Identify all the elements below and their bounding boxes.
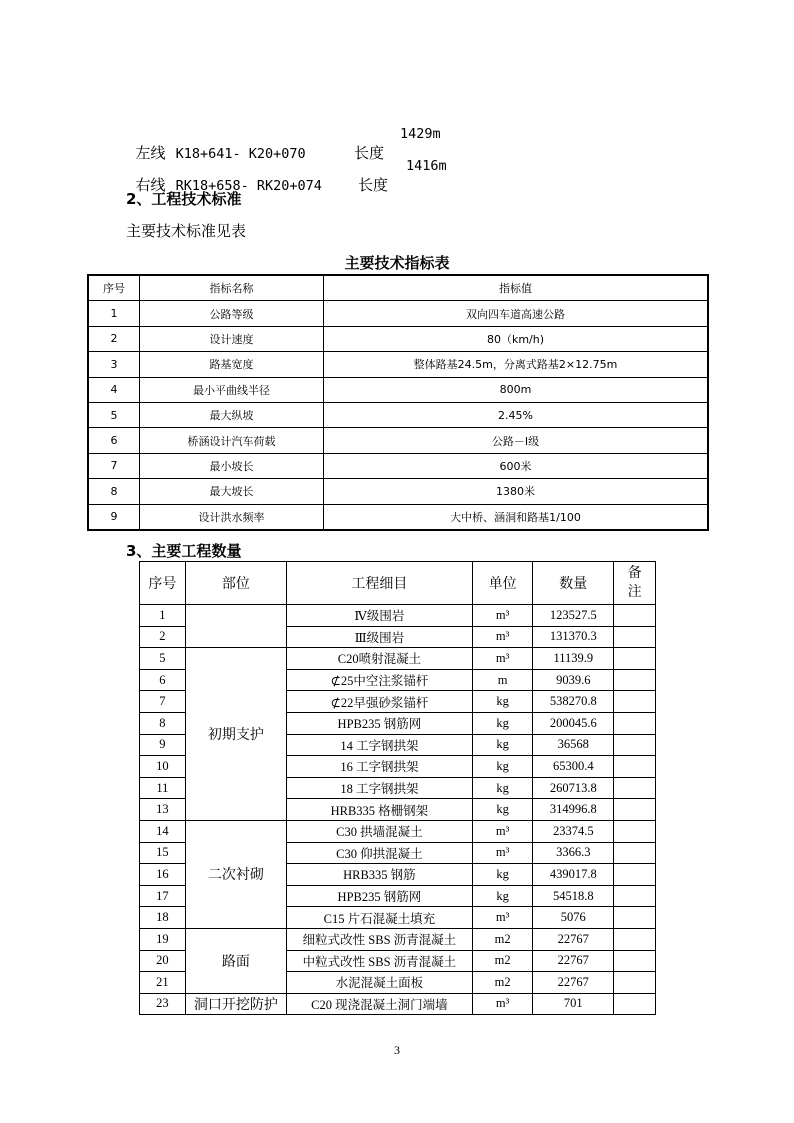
std-cell-no: 6 [88,428,140,453]
section-2-text: 主要技术标准见表 [126,222,247,240]
qty-cell-item: 水泥混凝土面板 [287,972,473,994]
std-cell-no: 3 [88,352,140,377]
std-table-row [88,504,708,530]
qty-cell-unit: m³ [472,842,533,864]
std-cell-value: 双向四车道高速公路 [324,301,709,326]
qty-cell-note [614,669,656,691]
qty-col-quantity: 数量 [533,562,614,605]
qty-cell-quantity: 314996.8 [533,799,614,821]
qty-cell-note [614,648,656,670]
qty-cell-item: HPB235 钢筋网 [287,885,473,907]
std-cell-no: 7 [88,453,140,478]
std-cell-name: 公路等级 [140,301,324,326]
qty-cell-no: 14 [140,820,186,842]
std-cell-no: 4 [88,377,140,402]
qty-col-item: 工程细目 [287,562,473,605]
qty-cell-no: 6 [140,669,186,691]
std-cell-name: 最小平曲线半径 [140,377,324,402]
std-cell-no: 9 [88,504,140,530]
right-line-label: 右线 [135,176,166,194]
std-col-value: 指标值 [324,275,709,301]
std-cell-name: 设计洪水频率 [140,504,324,530]
std-col-name: 指标名称 [140,275,324,301]
qty-cell-no: 20 [140,950,186,972]
std-cell-no: 1 [88,301,140,326]
qty-cell-unit: kg [472,691,533,713]
std-cell-name: 设计速度 [140,326,324,351]
qty-cell-note [614,842,656,864]
qty-cell-item: 16 工字钢拱架 [287,756,473,778]
qty-cell-note [614,626,656,648]
qty-cell-unit: m2 [472,950,533,972]
qty-col-part: 部位 [185,562,286,605]
std-cell-value: 2.45% [324,402,709,427]
qty-cell-note [614,605,656,627]
quantities-table [139,561,656,1015]
left-line-length-label: 长度 [354,144,385,162]
std-cell-no: 5 [88,402,140,427]
qty-cell-part: 初期支护 [185,648,286,821]
qty-cell-item: HRB335 格栅钢架 [287,799,473,821]
qty-table-header-row [140,562,656,605]
qty-cell-no: 8 [140,712,186,734]
right-line-length-label: 长度 [358,176,389,194]
qty-cell-quantity: 538270.8 [533,691,614,713]
qty-cell-unit: m [472,669,533,691]
std-table-caption: 主要技术指标表 [344,254,450,272]
qty-cell-quantity: 200045.6 [533,712,614,734]
qty-table-row [140,820,656,842]
std-table-row [88,326,708,351]
qty-cell-note [614,799,656,821]
qty-cell-unit: m³ [472,993,533,1015]
qty-cell-no: 16 [140,864,186,886]
qty-cell-no: 23 [140,993,186,1015]
qty-cell-note [614,712,656,734]
qty-cell-no: 7 [140,691,186,713]
qty-cell-note [614,820,656,842]
qty-cell-quantity: 123527.5 [533,605,614,627]
qty-cell-item: Ⅲ级围岩 [287,626,473,648]
qty-cell-quantity: 9039.6 [533,669,614,691]
qty-cell-item: C30 仰拱混凝土 [287,842,473,864]
std-col-no: 序号 [88,275,140,301]
qty-col-note [614,562,656,605]
left-line-range: K18+641- K20+070 [175,146,306,162]
std-table-row [88,402,708,427]
std-cell-value: 整体路基24.5m，分离式路基2×12.75m [324,352,709,377]
qty-cell-item: ⊄25中空注浆锚杆 [287,669,473,691]
qty-cell-item: HRB335 钢筋 [287,864,473,886]
qty-cell-no: 21 [140,972,186,994]
page-number: 3 [394,1043,400,1057]
qty-cell-unit: m³ [472,820,533,842]
std-table-header-row [88,275,708,301]
qty-cell-no: 19 [140,928,186,950]
std-cell-value: 80（km/h) [324,326,709,351]
qty-cell-unit: kg [472,777,533,799]
std-table-row [88,301,708,326]
technical-standards-table [87,274,709,531]
qty-cell-item: 细粒式改性 SBS 沥青混凝土 [287,928,473,950]
qty-cell-unit: kg [472,885,533,907]
std-cell-name: 桥涵设计汽车荷载 [140,428,324,453]
qty-cell-unit: m³ [472,648,533,670]
qty-cell-quantity: 22767 [533,972,614,994]
qty-col-unit: 单位 [472,562,533,605]
qty-cell-note [614,734,656,756]
qty-col-no: 序号 [140,562,186,605]
qty-cell-no: 15 [140,842,186,864]
left-line-label: 左线 [135,144,166,162]
qty-cell-quantity: 11139.9 [533,648,614,670]
qty-cell-note [614,907,656,929]
qty-cell-quantity: 5076 [533,907,614,929]
qty-cell-part: 二次衬砌 [185,820,286,928]
qty-table-row [140,928,656,950]
std-table-row [88,453,708,478]
qty-cell-unit: m2 [472,928,533,950]
qty-table-row [140,648,656,670]
left-line-length-value: 1429m [400,126,441,142]
qty-cell-quantity: 36568 [533,734,614,756]
qty-cell-item: 中粒式改性 SBS 沥青混凝土 [287,950,473,972]
qty-cell-no: 9 [140,734,186,756]
qty-cell-unit: m³ [472,626,533,648]
qty-cell-quantity: 131370.3 [533,626,614,648]
qty-cell-quantity: 22767 [533,928,614,950]
qty-table-row [140,993,656,1015]
qty-cell-note [614,885,656,907]
qty-table-row [140,605,656,627]
qty-cell-part: 洞口开挖防护 [185,993,286,1015]
qty-cell-item: C20喷射混凝土 [287,648,473,670]
std-cell-name: 最大坡长 [140,479,324,504]
qty-cell-no: 18 [140,907,186,929]
qty-cell-item: HPB235 钢筋网 [287,712,473,734]
qty-cell-quantity: 701 [533,993,614,1015]
std-cell-value: 大中桥、涵洞和路基1/100 [324,504,709,530]
std-cell-value: 1380米 [324,479,709,504]
qty-cell-unit: kg [472,864,533,886]
qty-cell-unit: m³ [472,605,533,627]
std-cell-no: 8 [88,479,140,504]
qty-cell-note [614,864,656,886]
std-table-row [88,479,708,504]
qty-cell-no: 17 [140,885,186,907]
qty-cell-unit: kg [472,712,533,734]
qty-cell-no: 11 [140,777,186,799]
qty-cell-no: 10 [140,756,186,778]
qty-cell-quantity: 65300.4 [533,756,614,778]
std-cell-no: 2 [88,326,140,351]
qty-cell-unit: m2 [472,972,533,994]
qty-cell-part [185,605,286,648]
std-cell-value: 公路－Ⅰ级 [324,428,709,453]
qty-cell-note [614,993,656,1015]
qty-cell-note [614,950,656,972]
qty-cell-note [614,777,656,799]
qty-cell-quantity: 54518.8 [533,885,614,907]
qty-cell-item: 14 工字钢拱架 [287,734,473,756]
qty-cell-part: 路面 [185,928,286,993]
qty-cell-quantity: 439017.8 [533,864,614,886]
section-3-heading: 3、主要工程数量 [126,542,242,560]
qty-cell-quantity: 23374.5 [533,820,614,842]
std-table-row [88,428,708,453]
qty-cell-item: ⊄22早强砂浆锚杆 [287,691,473,713]
qty-cell-item: Ⅳ级围岩 [287,605,473,627]
std-cell-value: 600米 [324,453,709,478]
qty-cell-no: 1 [140,605,186,627]
qty-cell-unit: kg [472,734,533,756]
qty-cell-item: C15 片石混凝土填充 [287,907,473,929]
qty-cell-no: 2 [140,626,186,648]
std-cell-name: 最大纵坡 [140,402,324,427]
std-cell-value: 800m [324,377,709,402]
std-cell-name: 最小坡长 [140,453,324,478]
qty-cell-quantity: 260713.8 [533,777,614,799]
qty-cell-no: 13 [140,799,186,821]
qty-cell-unit: kg [472,799,533,821]
qty-col-note-label: 备注 [627,565,642,600]
right-line-range: RK18+658- RK20+074 [175,178,322,194]
qty-cell-quantity: 22767 [533,950,614,972]
qty-cell-item: C20 现浇混凝土洞门端墙 [287,993,473,1015]
section-2-heading: 2、工程技术标准 [126,190,242,208]
qty-cell-item: C30 拱墙混凝土 [287,820,473,842]
std-table-row [88,352,708,377]
std-cell-name: 路基宽度 [140,352,324,377]
qty-cell-quantity: 3366.3 [533,842,614,864]
right-line-length-value: 1416m [406,158,447,174]
std-table-row [88,377,708,402]
qty-cell-note [614,972,656,994]
qty-cell-note [614,756,656,778]
qty-cell-no: 5 [140,648,186,670]
qty-cell-note [614,928,656,950]
qty-cell-note [614,691,656,713]
qty-cell-unit: kg [472,756,533,778]
qty-cell-item: 18 工字钢拱架 [287,777,473,799]
qty-cell-unit: m³ [472,907,533,929]
